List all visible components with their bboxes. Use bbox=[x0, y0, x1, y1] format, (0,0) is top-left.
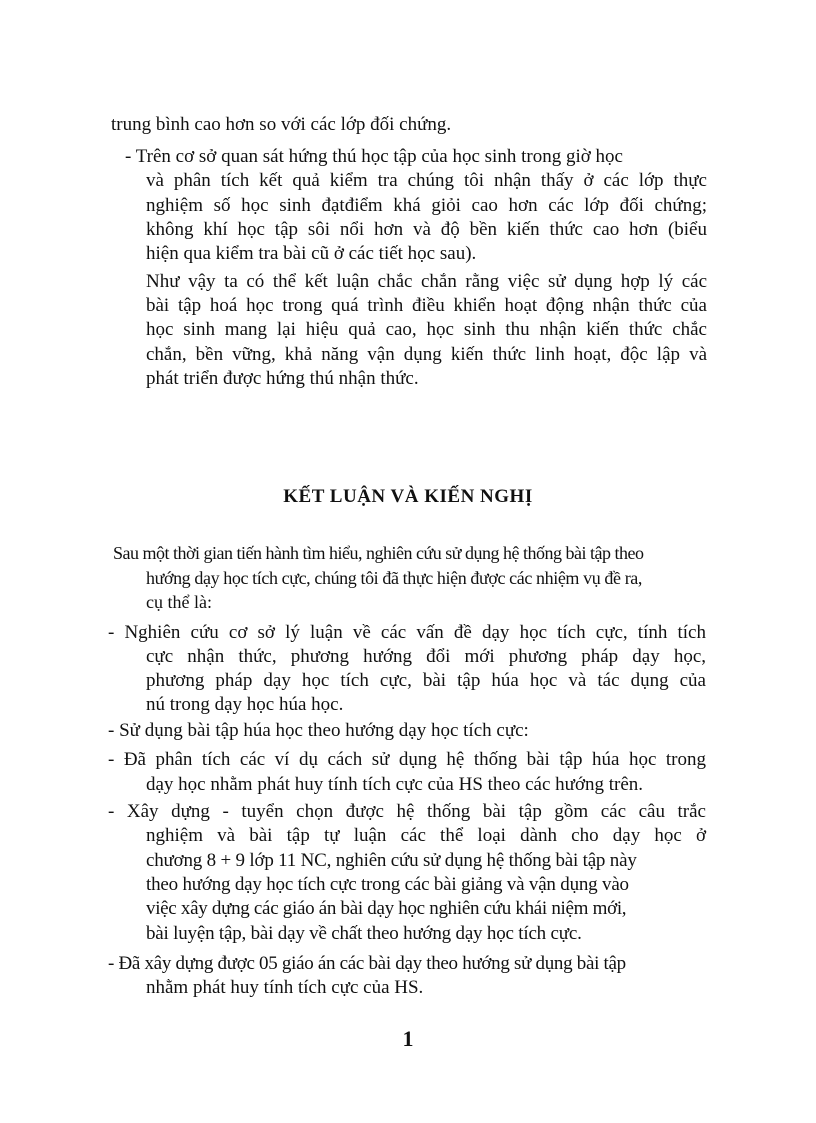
list-item-line: - Xây dựng - tuyển chọn được hệ thống bài tập gồm các câu trắc bbox=[108, 801, 706, 822]
list-item-line: phương pháp dạy học tích cực, bài tập húa học và tác dụng của bbox=[146, 670, 706, 691]
list-item-line: cực nhận thức, phương hướng đổi mới phương pháp dạy học, bbox=[146, 646, 706, 667]
list-item-line: - Nghiên cứu cơ sở lý luận về các vấn đề dạy học tích cực, tính tích bbox=[108, 622, 706, 643]
observation-bullet-line: nghiệm số học sinh đạtđiểm khá giỏi cao hơn các lớp đối chứng; bbox=[146, 195, 707, 216]
conclusion-paragraph-line: phát triển được hứng thú nhận thức. bbox=[146, 368, 419, 389]
list-item-line: theo hướng dạy học tích cực trong các bài giảng và vận dụng vào bbox=[146, 874, 629, 895]
conclusion-paragraph-line: bài tập hoá học trong quá trình điều khiển hoạt động nhận thức của bbox=[146, 295, 707, 316]
page-number: 1 bbox=[402, 1026, 414, 1051]
list-item-line: dạy học nhằm phát huy tính tích cực của HS theo các hướng trên. bbox=[146, 774, 644, 795]
list-item-line: nghiệm và bài tập tự luận các thể loại dành cho dạy học ở bbox=[146, 825, 706, 846]
intro-line: Sau một thời gian tiến hành tìm hiểu, nghiên cứu sử dụng hệ thống bài tập theo bbox=[113, 543, 644, 563]
observation-bullet-line: - Trên cơ sở quan sát hứng thú học tập của học sinh trong giờ học bbox=[125, 146, 623, 167]
observation-bullet-line: và phân tích kết quả kiểm tra chúng tôi nhận thấy ở các lớp thực bbox=[146, 170, 707, 191]
conclusion-paragraph-line: Như vậy ta có thể kết luận chắc chắn rằng việc sử dụng hợp lý các bbox=[146, 271, 707, 292]
observation-bullet-line: hiện qua kiểm tra bài cũ ở các tiết học sau). bbox=[146, 243, 477, 264]
list-item-line: - Sử dụng bài tập húa học theo hướng dạy học tích cực: bbox=[108, 720, 529, 741]
list-item-line: bài luyện tập, bài dạy về chất theo hướng dạy học tích cực. bbox=[146, 923, 582, 944]
observation-bullet-line: không khí học tập sôi nổi hơn và độ bền kiến thức cao hơn (biểu bbox=[146, 219, 707, 240]
list-item-line: chương 8 + 9 lớp 11 NC, nghiên cứu sử dụng hệ thống bài tập này bbox=[146, 850, 637, 871]
list-item-line: việc xây dựng các giáo án bài dạy học nghiên cứu khái niệm mới, bbox=[146, 898, 627, 919]
list-item-line: - Đã xây dựng được 05 giáo án các bài dạy theo hướng sử dụng bài tập bbox=[108, 953, 626, 974]
list-item-line: - Đã phân tích các ví dụ cách sử dụng hệ thống bài tập húa học trong bbox=[108, 749, 706, 770]
continuation-line: trung bình cao hơn so với các lớp đối chứng. bbox=[111, 114, 452, 135]
conclusion-paragraph-line: học sinh mang lại hiệu quả cao, học sinh thu nhận kiến thức chắc bbox=[146, 319, 707, 340]
list-item-line: nú trong dạy học húa học. bbox=[146, 694, 344, 715]
intro-line: cụ thể là: bbox=[146, 592, 212, 612]
section-heading: KẾT LUẬN VÀ KIẾN NGHỊ bbox=[283, 486, 533, 507]
intro-line: hướng dạy học tích cực, chúng tôi đã thực hiện được các nhiệm vụ đề ra, bbox=[146, 568, 642, 588]
list-item-line: nhằm phát huy tính tích cực của HS. bbox=[146, 977, 424, 998]
conclusion-paragraph-line: chắn, bền vững, khả năng vận dụng kiến thức linh hoạt, độc lập và bbox=[146, 344, 707, 365]
